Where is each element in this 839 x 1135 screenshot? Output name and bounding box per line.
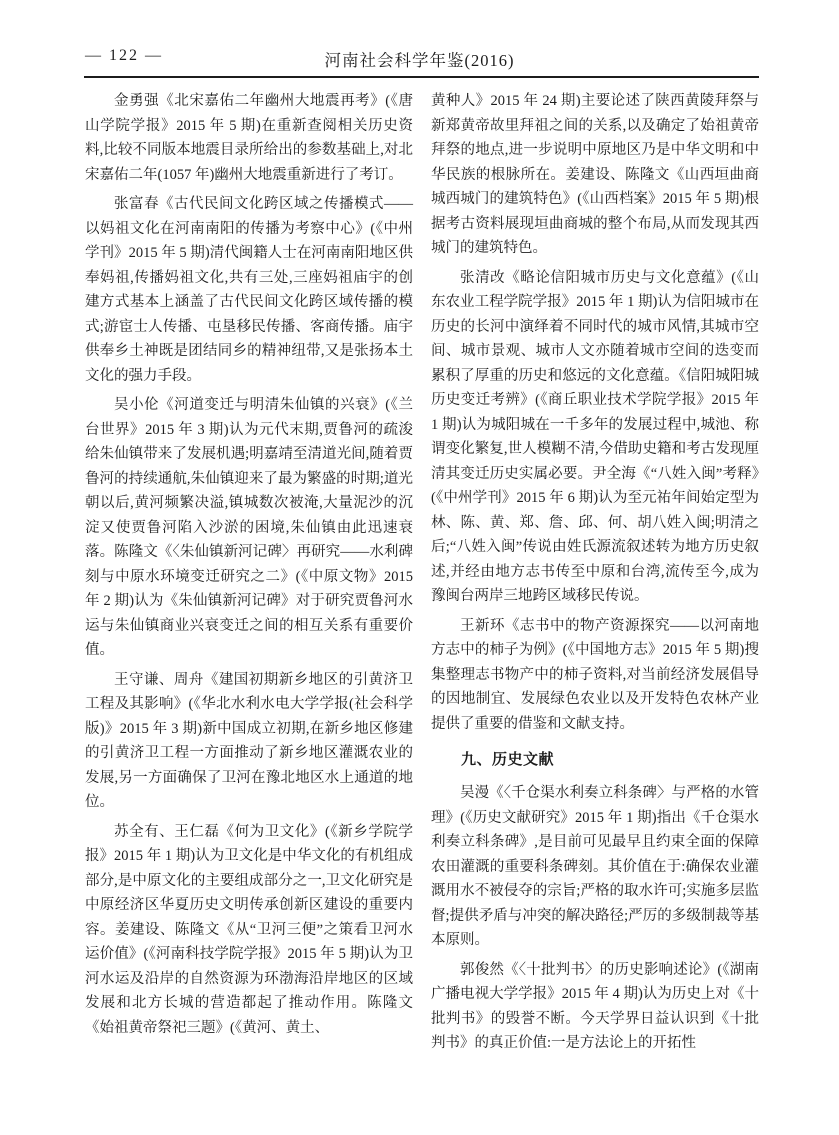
section-heading: 九、历史文献: [461, 751, 555, 768]
header-rule: [84, 76, 759, 78]
paragraph: 吴小伦《河道变迁与明清朱仙镇的兴衰》(《兰台世界》2015 年 3 期)认为元代末期,贾鲁河的疏浚给朱仙镇带来了发展机遇;明嘉靖至清道光间,随着贾鲁河的持续通航,朱仙镇迎来了最为繁盛的时期;道光朝以后,黄河频繁决溢,镇城数次被淹,大量泥沙的沉淀又使贾鲁河陷入沙淤的困境,朱仙镇由此迅速衰落。陈隆文《〈朱仙镇新河记碑〉再研究——水利碑刻与中原水环境变迁研究之二》(《中原文物》2015 年 2 期)认为《朱仙镇新河记碑》对于研究贾鲁河水运与朱仙镇商业兴衰变迁之间的相互关系有重要价值。: [85, 397, 413, 658]
paragraph: 苏全有、王仁磊《何为卫文化》(《新乡学院学报》2015 年 1 期)认为卫文化是中华文化的有机组成部分,是中原文化的主要组成部分之一,卫文化研究是中原经济区华夏历史文明传承创新区建设的重要内容。姜建设、陈隆文《从“卫河三便”之策看卫河水运价值》(《河南科技学院学报》2015 年 5 期)认为卫河水运及沿岸的自然资源为环渤海沿岸地区的区域发展和北方长城的营造都起了推动作用。陈隆文《始祖黄帝祭祀三题》(《黄河、黄土、: [85, 823, 413, 1036]
right-column: [431, 89, 759, 1061]
paragraph: 郭俊然《〈十批判书〉的历史影响述论》(《湖南广播电视大学学报》2015 年 4 期)认为历史上对《十批判书》的毁誉不断。今天学界日益认识到《十批判书》的真正价值:一是方法论上的开拓性: [431, 961, 759, 1051]
text-columns: [85, 89, 759, 1061]
paragraph: 张富春《古代民间文化跨区域之传播模式——以妈祖文化在河南南阳的传播为考察中心》(《中州学刊》2015 年 5 期)清代闽籍人士在河南南阳地区供奉妈祖,传播妈祖文化,共有三处,三座妈祖庙宇的创建方式基本上涵盖了古代民间文化跨区域传播的模式;游宦士人传播、屯垦移民传播、客商传播。庙宇供奉乡土神既是团结同乡的精神纽带,又是张扬本土文化的强力手段。: [85, 196, 413, 384]
paragraph: 王新环《志书中的物产资源探究——以河南地方志中的柿子为例》(《中国地方志》2015 年 5 期)搜集整理志书物产中的柿子资料,对当前经济发展倡导的因地制宜、发展绿色农业以及开发特色农林产业提供了重要的借鉴和文献支持。: [431, 617, 759, 732]
paragraph: 吴漫《〈千仓渠水利奏立科条碑〉与严格的水管理》(《历史文献研究》2015 年 1 期)指出《千仓渠水利奏立科条碑》,是目前可见最早且约束全面的保障农田灌溉的重要科条碑刻。其价值在于:确保农业灌溉用水不被侵夺的宗旨;严格的取水许可;实施多层监督;提供矛盾与冲突的解决路径;严厉的多级制裁等基本原则。: [431, 785, 759, 948]
page-number: — 122 —: [85, 47, 163, 64]
page-title: 河南社会科学年鉴(2016): [324, 51, 515, 70]
paragraph: 金勇强《北宋嘉佑二年幽州大地震再考》(《唐山学院学报》2015 年 5 期)在重新查阅相关历史资料,比较不同版本地震目录所给出的参数基础上,对北宋嘉佑二年(1057 年)幽州大地震重新进行了考订。: [85, 93, 413, 183]
paragraph: 黄种人》2015 年 24 期)主要论述了陕西黄陵拜祭与新郑黄帝故里拜祖之间的关系,以及确定了始祖黄帝拜祭的地点,进一步说明中原地区乃是中华文明和中华民族的根脉所在。姜建设、陈隆文《山西垣曲商城西城门的建筑特色》(《山西档案》2015 年 5 期)根据考古资料展现垣曲商城的整个布局,从而发现其西城门的建筑特色。: [431, 93, 759, 256]
paragraph: 王守谦、周舟《建国初期新乡地区的引黄济卫工程及其影响》(《华北水利水电大学学报(社会科学版)》2015 年 3 期)新中国成立初期,在新乡地区修建的引黄济卫工程一方面推动了新乡地区灌溉农业的发展,另一方面确保了卫河在豫北地区水上通道的地位。: [85, 671, 413, 810]
paragraph: 张清改《略论信阳城市历史与文化意蕴》(《山东农业工程学院学报》2015 年 1 期)认为信阳城市在历史的长河中演绎着不同时代的城市风情,其城市空间、城市景观、城市人文亦随着城市空间的迭变而累积了厚重的历史和悠远的文化意蕴。《信阳城阳城历史变迁考辨》(《商丘职业技术学院学报》2015 年 1 期)认为城阳城在一千多年的发展过程中,城池、称谓变化繁复,世人模糊不清,今借助史籍和考古发现厘清其变迁历史实属必要。尹全海《“八姓入闽”考释》(《中州学刊》2015 年 6 期)认为至元祐年间始定型为林、陈、黄、郑、詹、邱、何、胡八姓入闽;明清之后;“八姓入闽”传说由姓氏源流叙述转为地方历史叙述,并经由地方志书传至中原和台湾,流传至今,成为豫闽台两岸三地跨区域移民传说。: [431, 269, 759, 604]
left-column: [85, 89, 413, 1061]
